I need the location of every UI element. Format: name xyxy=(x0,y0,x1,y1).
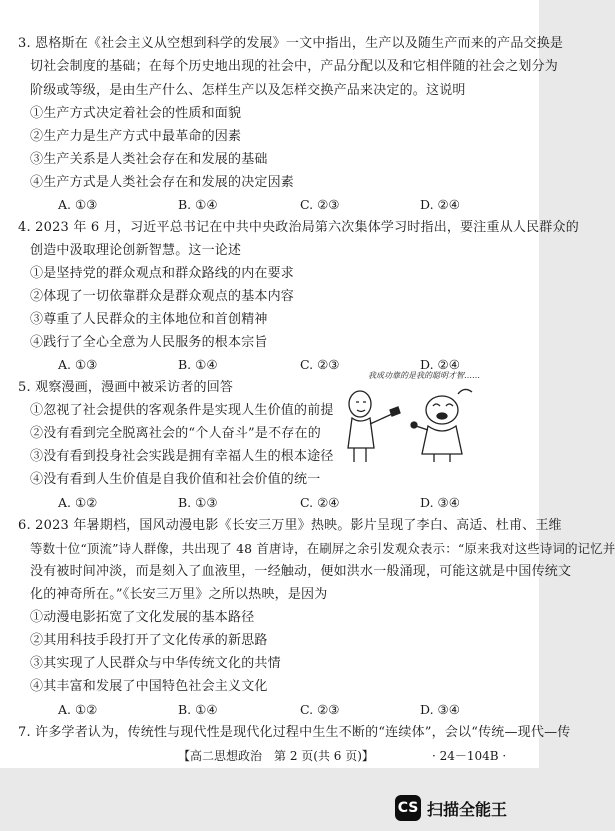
q5-item-2: ②没有看到完全脱离社会的“个人奋斗”是不存在的 xyxy=(30,426,321,441)
q5-item-3: ③没有看到投身社会实践是拥有幸福人生的根本途径 xyxy=(30,449,334,464)
q6-item-4: ④其丰富和发展了中国特色社会主义文化 xyxy=(30,679,268,694)
q6-option-b: B. ①④ xyxy=(178,702,218,717)
q7-stem-line-1: 7. 许多学者认为，传统性与现代性是现代化过程中生生不断的“连续体”，会以“传统—现代—传 xyxy=(18,725,571,740)
q4-stem-line-1: 4. 2023 年 6 月，习近平总书记在中共中央政治局第六次集体学习时指出，要注重从人民群众的 xyxy=(18,220,579,235)
q3-item-4: ④生产方式是人类社会存在和发展的决定因素 xyxy=(30,175,295,190)
q6-stem-line-2: 等数十位“顶流”诗人群像，共出现了 48 首唐诗，在刷屏之余引发观众表示：“原来我对这些诗词的记忆并 xyxy=(30,541,615,556)
q6-item-2: ②其用科技手段打开了文化传承的新思路 xyxy=(30,633,268,648)
q5-option-c: C. ②④ xyxy=(300,495,340,510)
q4-option-d: D. ②④ xyxy=(420,357,460,372)
q3-stem-line-1: 3. 恩格斯在《社会主义从空想到科学的发展》一文中指出，生产以及随生产而来的产品交换是 xyxy=(18,36,564,51)
q4-item-1: ①是坚持党的群众观点和群众路线的内在要求 xyxy=(30,266,295,281)
q4-item-4: ④践行了全心全意为人民服务的根本宗旨 xyxy=(30,335,268,350)
q6-option-d: D. ③④ xyxy=(420,702,460,717)
q5-option-a: A. ①② xyxy=(58,495,98,510)
q3-item-2: ②生产力是生产方式中最革命的因素 xyxy=(30,129,242,144)
q5-cartoon-image xyxy=(330,366,505,466)
q4-item-2: ②体现了一切依靠群众是群众观点的基本内容 xyxy=(30,289,295,304)
q3-stem-line-3: 阶级或等级，是由生产什么、怎样生产以及怎样交换产品来决定的。这说明 xyxy=(30,83,466,98)
q6-stem-line-3: 没有被时间冲淡，而是刻入了血液里，一经触动，便如洪水一般涌现，可能这就是中国传统文 xyxy=(30,564,572,579)
q4-option-b: B. ①④ xyxy=(178,357,218,372)
q3-item-3: ③生产关系是人类社会存在和发展的基础 xyxy=(30,152,268,167)
camscanner-logo-icon: CS xyxy=(395,795,421,821)
q3-item-1: ①生产方式决定着社会的性质和面貌 xyxy=(30,106,242,121)
q4-option-c: C. ②③ xyxy=(300,357,340,372)
q5-item-1: ①忽视了社会提供的客观条件是实现人生价值的前提 xyxy=(30,403,334,418)
scanner-watermark xyxy=(395,795,507,821)
q6-stem-line-4: 化的神奇所在。”《长安三万里》之所以热映，是因为 xyxy=(30,587,328,602)
q6-stem-line-1: 6. 2023 年暑期档，国风动漫电影《长安三万里》热映。影片呈现了李白、高适、杜甫、王维 xyxy=(18,518,562,533)
q3-option-d: D. ②④ xyxy=(420,197,460,212)
q4-option-a: A. ①③ xyxy=(58,357,98,372)
q4-item-3: ③尊重了人民群众的主体地位和首创精神 xyxy=(30,312,268,327)
q5-stem: 5. 观察漫画，漫画中被采访者的回答 xyxy=(18,380,234,395)
q5-option-d: D. ③④ xyxy=(420,495,460,510)
q6-item-3: ③其实现了人民群众与中华传统文化的共情 xyxy=(30,656,281,671)
q3-option-c: C. ②③ xyxy=(300,197,340,212)
q3-stem-line-2: 切社会制度的基础；在每个历史地出现的社会中，产品分配以及和它相伴随的社会之划分为 xyxy=(30,59,559,74)
q3-option-a: A. ①③ xyxy=(58,197,98,212)
cartoon-caption: 我成功靠的是我的聪明才智…… xyxy=(368,371,480,380)
q6-option-c: C. ②③ xyxy=(300,702,340,717)
q4-stem-line-2: 创造中汲取理论创新智慧。这一论述 xyxy=(30,243,242,258)
watermark-text: 扫描全能王 xyxy=(427,799,508,819)
q3-option-b: B. ①④ xyxy=(178,197,218,212)
q5-option-b: B. ①③ xyxy=(178,495,218,510)
q6-option-a: A. ①② xyxy=(58,702,98,717)
page-footer-label: 【高二思想政治 第 2 页(共 6 页)】 xyxy=(178,749,374,763)
q6-item-1: ①动漫电影拓宽了文化发展的基本路径 xyxy=(30,610,255,625)
page-footer-code: · 24－104B · xyxy=(432,749,507,763)
q5-item-4: ④没有看到人生价值是自我价值和社会价值的统一 xyxy=(30,472,321,487)
